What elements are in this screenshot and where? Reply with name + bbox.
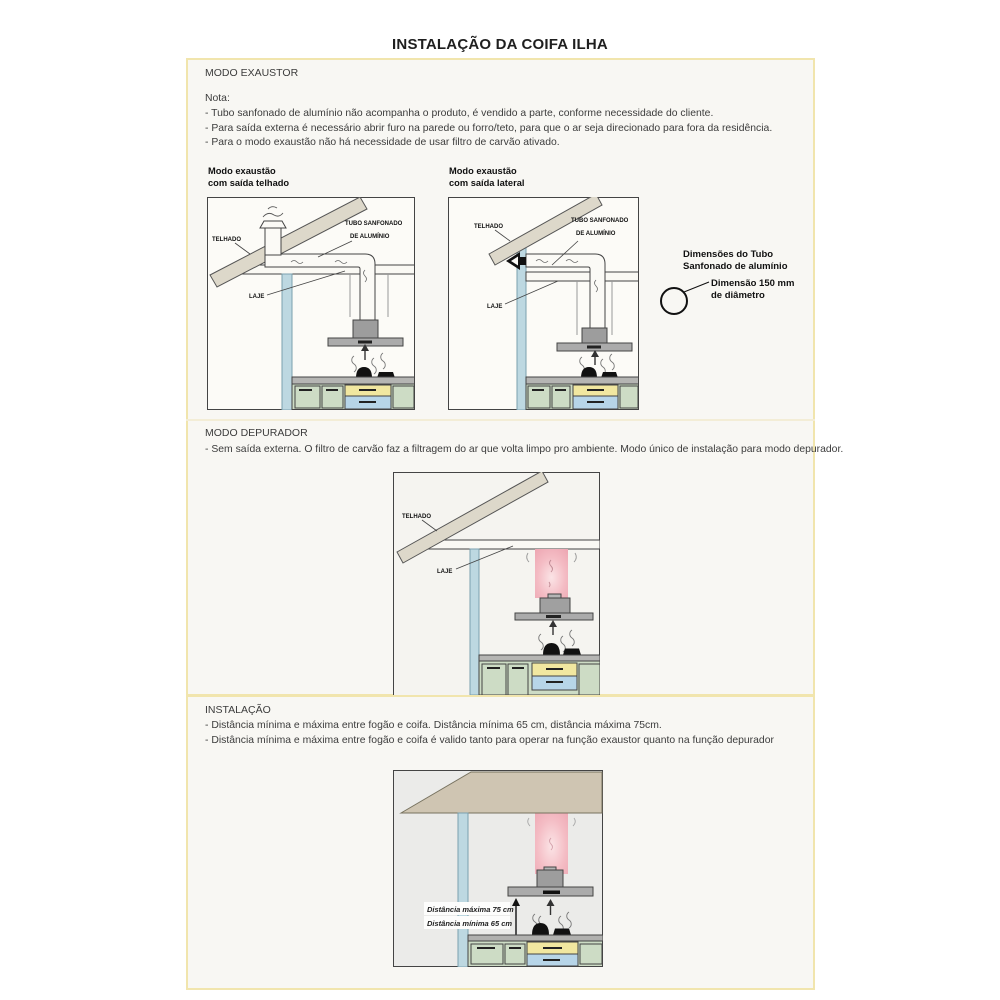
- section-divider-1: [186, 419, 815, 421]
- hood-motor: [540, 598, 570, 613]
- diagram-side-title: Modo exaustão com saída lateral: [449, 166, 525, 188]
- countertop: [468, 935, 603, 941]
- hood-vent-slot: [358, 341, 372, 344]
- diagram-exaust-roof: [207, 197, 415, 410]
- distance-max-label: Distância máxima 75 cm: [427, 905, 514, 914]
- dim-value-2: de diâmetro: [711, 290, 765, 301]
- ceiling-slab: [526, 272, 639, 281]
- dim-heading-1: Dimensões do Tubo: [683, 249, 774, 260]
- tubo-label-1: TUBO SANFONADO: [345, 221, 403, 227]
- diagram-roof-title: Modo exaustão com saída telhado: [208, 166, 290, 188]
- diagram-distances: [393, 770, 603, 967]
- note-line: - Para o modo exaustão não há necessidade de usar filtro de carvão ativado.: [205, 137, 560, 149]
- pillar: [470, 549, 479, 695]
- tubo-label-1: TUBO SANFONADO: [571, 218, 629, 224]
- telhado-label: TELHADO: [474, 224, 503, 230]
- pan: [563, 649, 581, 656]
- dim-value-1: Dimensão 150 mm: [711, 278, 795, 289]
- instalacao-notes: [205, 719, 774, 749]
- tube-cross-section: [661, 288, 687, 314]
- note-line: - Sem saída externa. O filtro de carvão faz a filtragem do ar que volta limpo pro ambiente. Modo único de instalação para modo depurador.: [205, 444, 844, 455]
- note-line: - Para saída externa é necessário abrir furo na parede ou forro/teto, para que o ar seja direcionado para fora da residência.: [205, 122, 773, 134]
- pillar: [282, 274, 292, 410]
- hood-vent-slot: [587, 346, 601, 349]
- countertop: [292, 377, 415, 384]
- roof-vent-pipe: [265, 227, 281, 255]
- note-line: - Tubo sanfonado de alumínio não acompanha o produto, é vendido a parte, conforme necessidade do cliente.: [205, 107, 714, 119]
- diagram-exaust-side: [448, 197, 639, 410]
- telhado-label: TELHADO: [212, 237, 241, 243]
- note-line: - Distância mínima e máxima entre fogão e coifa. Distância mínima 65 cm, distância máxima 75cm.: [205, 720, 662, 731]
- countertop: [479, 655, 600, 661]
- diagram-depurador: [393, 472, 600, 695]
- laje-label: LAJE: [437, 569, 453, 575]
- pillar: [458, 813, 468, 967]
- laje-label: LAJE: [487, 304, 503, 310]
- tube-dimension-annotation: [650, 235, 800, 320]
- cabinet-panel: [579, 664, 600, 695]
- depurador-heading: MODO DEPURADOR: [205, 427, 308, 439]
- telhado-label: TELHADO: [402, 514, 431, 520]
- recirculated-air-column: [535, 549, 568, 598]
- motor-lid: [548, 594, 561, 598]
- countertop: [526, 377, 639, 384]
- instalacao-heading: INSTALAÇÃO: [205, 704, 271, 716]
- hood-motor: [353, 320, 378, 338]
- vent-cap: [260, 221, 286, 228]
- distance-min-label: Distância mínima 65 cm: [427, 919, 513, 928]
- hood-vent-slot: [543, 891, 560, 895]
- pointer-line: [684, 282, 709, 292]
- note-label: Nota:: [205, 93, 230, 104]
- hood-motor: [582, 328, 607, 343]
- dim-heading-2: Sanfonado de alumínio: [683, 261, 788, 272]
- exaustor-heading: MODO EXAUSTOR: [205, 67, 299, 79]
- laje-label: LAJE: [249, 294, 265, 300]
- page-title: INSTALAÇÃO DA COIFA ILHA: [392, 36, 608, 53]
- exaustor-notes: [205, 92, 772, 151]
- hood-motor: [537, 870, 563, 887]
- outlet-stub: [519, 257, 526, 265]
- cabinet-panel: [620, 386, 638, 408]
- depurador-notes: [205, 443, 843, 458]
- pan: [553, 929, 571, 936]
- tubo-label-2: DE ALUMÍNIO: [576, 231, 616, 237]
- recirculated-air-column: [535, 812, 568, 874]
- cabinet-panel: [393, 386, 414, 408]
- cabinet-panel: [580, 944, 602, 964]
- note-line: - Distância mínima e máxima entre fogão e coifa é valido tanto para operar na função exaustor quanto na função depurador: [205, 734, 774, 746]
- hood-vent-slot: [546, 615, 561, 618]
- ceiling-slab: [423, 540, 600, 549]
- tubo-label-2: DE ALUMÍNIO: [350, 234, 390, 240]
